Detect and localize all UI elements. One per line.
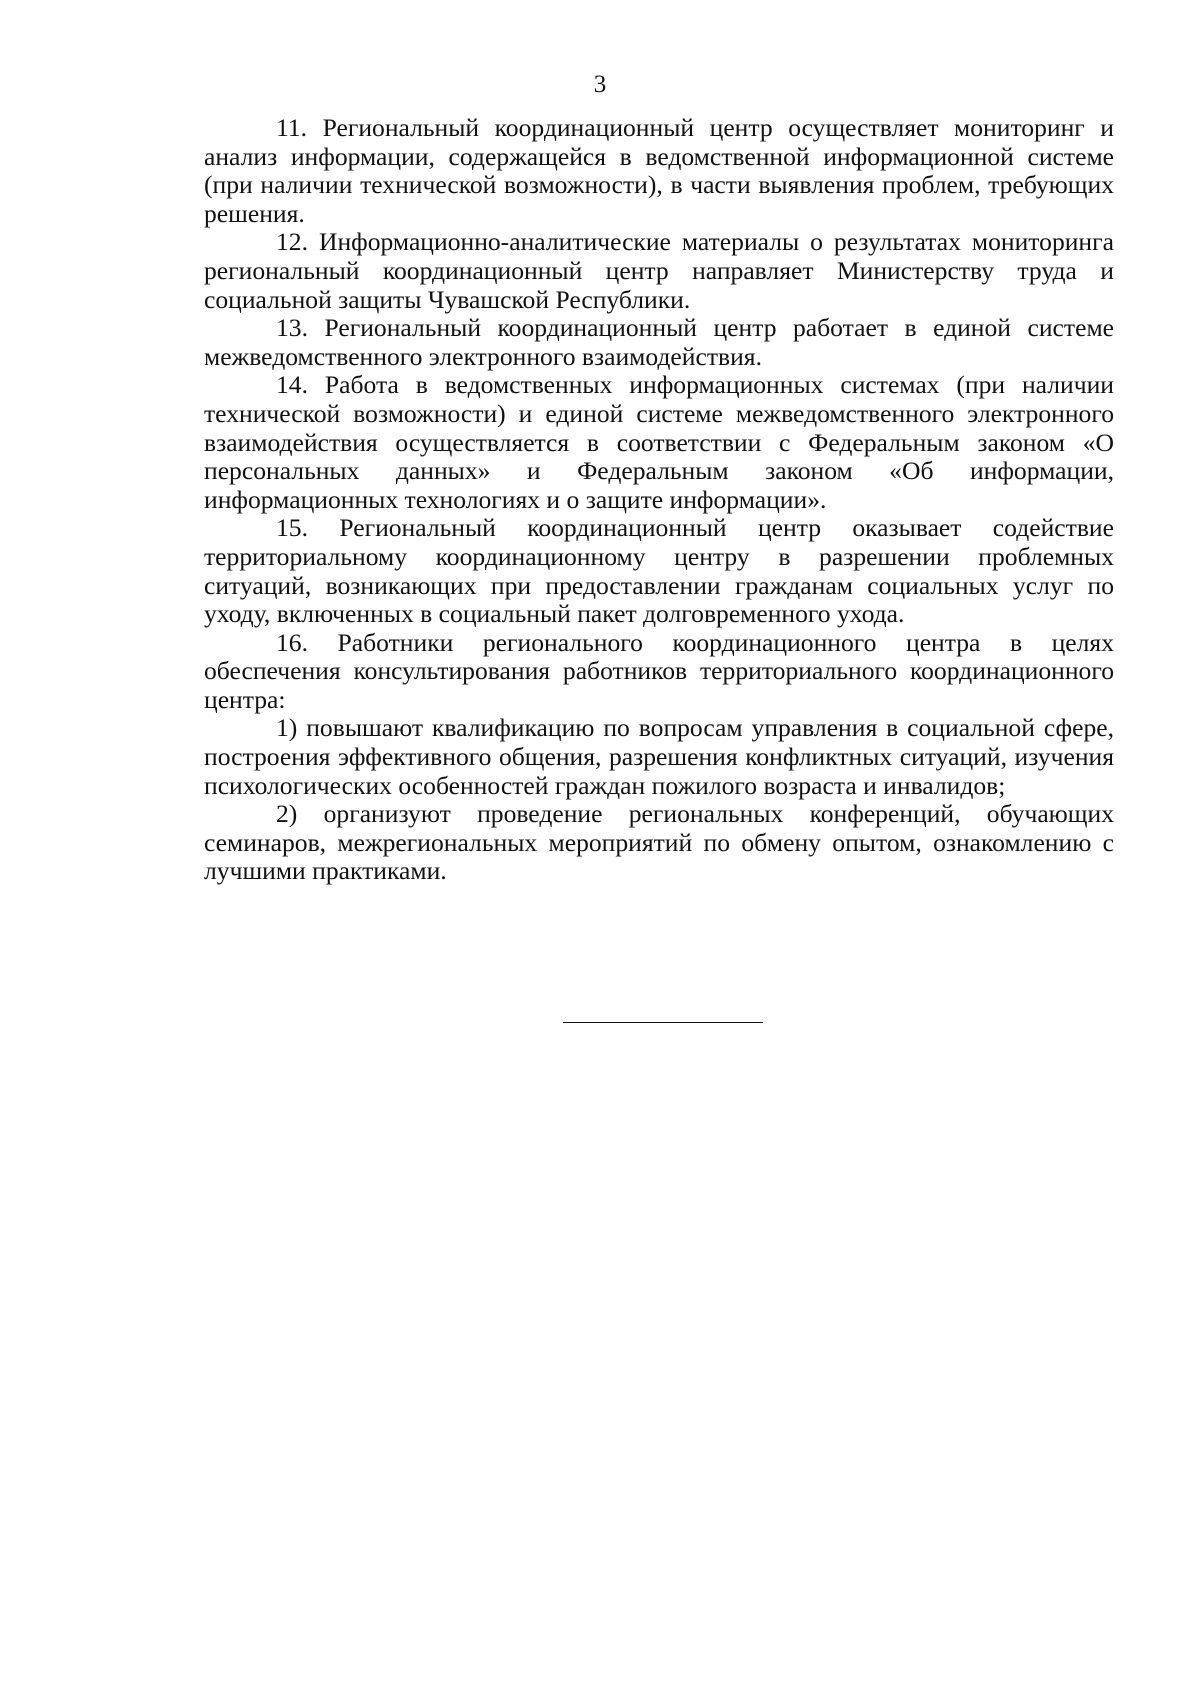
paragraph-14: 14. Работа в ведомственных информационных системах (при наличии технической возможности) и единой системе межведомственного электронного взаимодействия осуществляется в соответствии с Федеральным законом «О персональных данных» и Федеральным законом «Об информации, информационных технологиях и о защите информации». xyxy=(204,370,1114,514)
paragraph-12: 12. Информационно-аналитические материалы о результатах мониторинга региональный координационный центр направляет Министерству труда и социальной защиты Чувашской Республики. xyxy=(204,227,1114,314)
paragraph-13: 13. Региональный координационный центр работает в единой системе межведомственного электронного взаимодействия. xyxy=(204,313,1114,371)
paragraph-15: 15. Региональный координационный центр оказывает содействие территориальному координационному центру в разрешении проблемных ситуаций, возникающих при предоставлении гражданам социальных услуг по уходу, включенных в социальный пакет долговременного ухода. xyxy=(204,513,1114,629)
paragraph-11: 11. Региональный координационный центр осуществляет мониторинг и анализ информации, содержащейся в ведомственной информационной системе (при наличии технической возможности), в части выявления проблем, требующих решения. xyxy=(204,113,1114,228)
paragraph-16: 16. Работники регионального координационного центра в целях обеспечения консультирования работников территориального координационного центра: xyxy=(204,627,1114,714)
paragraph-16-item-1: 1) повышают квалификацию по вопросам управления в социальной сфере, построения эффективного общения, разрешения конфликтных ситуаций, изучения психологических особенностей граждан пожилого возраста и инвалидов; xyxy=(204,713,1114,800)
paragraph-16-item-2: 2) организуют проведение региональных конференций, обучающих семинаров, межрегиональных мероприятий по обмену опытом, ознакомлению с лучшими практиками. xyxy=(204,799,1114,886)
document-body xyxy=(204,114,1114,886)
page-number: 3 xyxy=(593,71,607,98)
end-of-text-rule xyxy=(563,1022,763,1023)
